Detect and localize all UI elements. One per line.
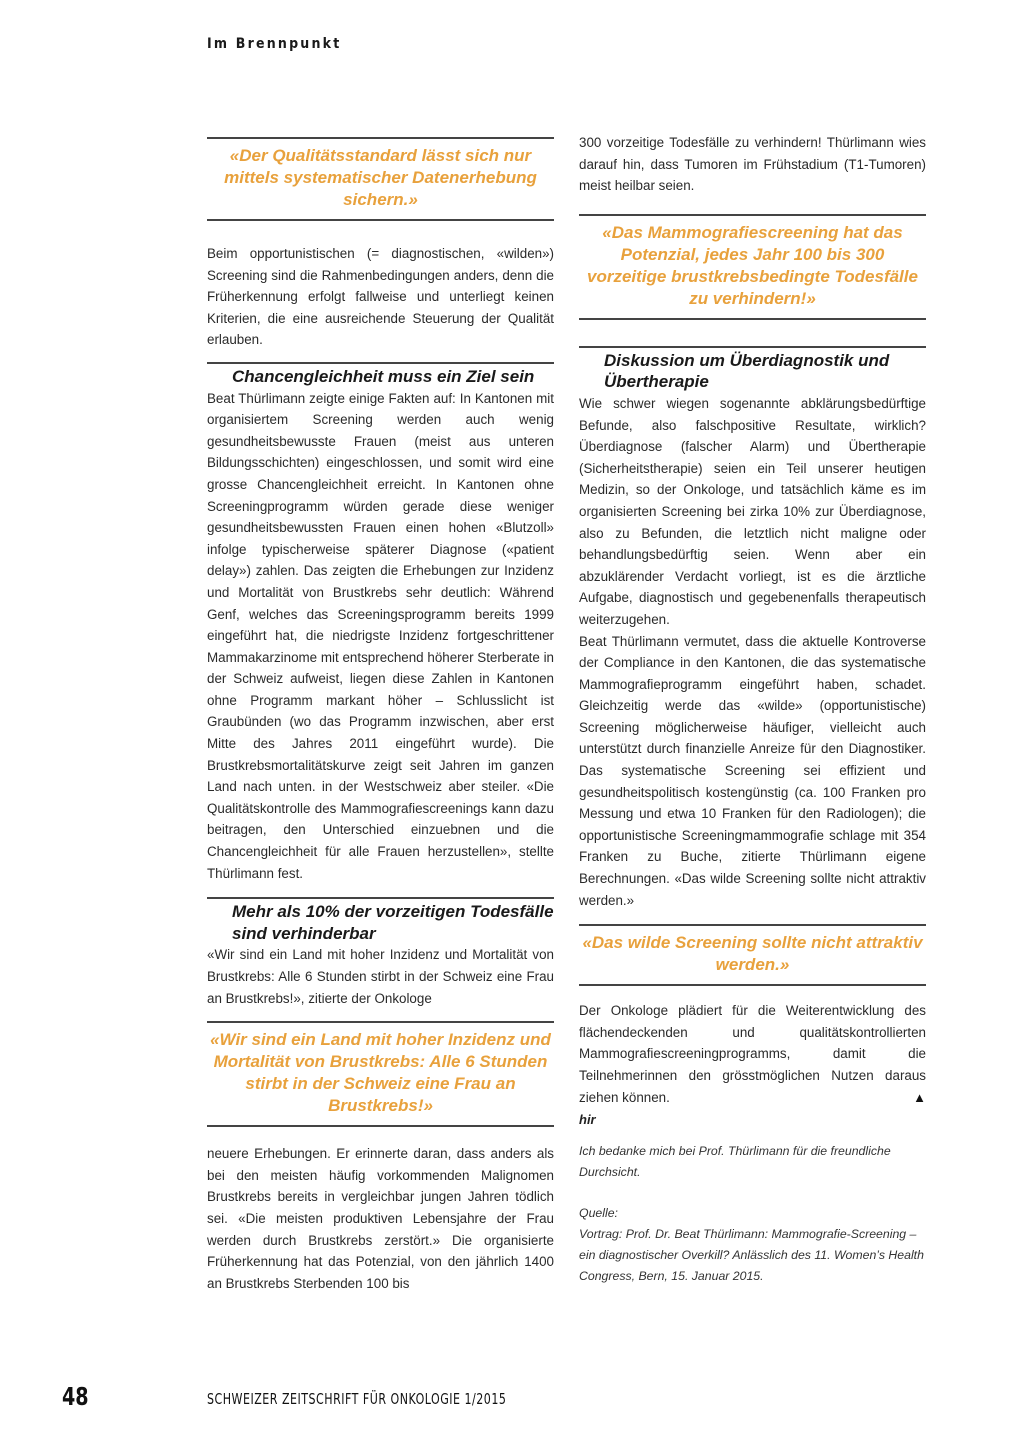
body-paragraph: Beim opportunistischen (= diagnostischen, «wilden») Screening sind die Rahmenbedingungen anders, denn die Früherkennung erfolgt fallweise und unterliegt keinen Kriterien, die eine ausreichende Steuerung der Qualität erlauben. xyxy=(207,246,554,348)
page-number: 48 xyxy=(62,1382,89,1411)
source-text: Vortrag: Prof. Dr. Beat Thürlimann: Mammografie-Screening – ein diagnostischer Overkill? Anlässlich des 11. Women’s Health Congress, Bern, 15. Januar 2015. xyxy=(579,1227,924,1284)
body-paragraph: neuere Erhebungen. Er erinnerte daran, dass anders als bei den meisten häufig vorkommenden Malignomen Brustkrebs bereits in vergleichbar jungen Jahren tödlich sei. «Die meisten produktiven Lebensjahre der Frau werden durch Brustkrebs zerstört.» Die organisierte Früherkennung hat das Potenzial, von den jährlich 1400 an Brustkrebs Sterbenden 100 bis xyxy=(207,1146,554,1291)
body-paragraph: «Wir sind ein Land mit hoher Inzidenz und Mortalität von Brustkrebs: Alle 6 Stunden stirbt in der Schweiz eine Frau an Brustkrebs!», zitierte der Onkologe xyxy=(207,947,554,1006)
source-label: Quelle: xyxy=(579,1206,618,1221)
page-footer xyxy=(62,1382,662,1412)
pull-quote: «Der Qualitätsstandard lässt sich nur mittels systematischer Datenerhebung sichern.» xyxy=(207,137,554,221)
section-header: Im Brennpunkt xyxy=(207,36,342,52)
section-heading: Mehr als 10% der vorzeitigen Todesfälle sind verhinderbar xyxy=(207,897,554,944)
body-paragraph: Beat Thürlimann vermutet, dass die aktuelle Kontroverse der Compliance in den Kantonen, die das systematische Mammografieprogramm eingeführt haben, schadet. Gleichzeitig werde das «wilde» (opportunistische) Screening möglicherweise häufiger, vielleicht auch unterstützt durch finanzielle Anreize für den Diagnostiker. Das systematische Screening sei effizient und gesundheitspolitisch kostengünstig (ca. 100 Franken pro Messung und etwa 10 Franken für den Radiologen); die opportunistische Screeningmammografie schlage mit 354 Franken zu Buche, zitierte Thürlimann eigene Berechnungen. «Das wilde Screening sollte nicht attraktiv werden.» xyxy=(579,633,926,908)
triangle-up-icon: ▲ xyxy=(913,1089,926,1105)
pull-quote: «Wir sind ein Land mit hoher Inzidenz und Mortalität von Brustkrebs: Alle 6 Stunden stirbt in der Schweiz eine Frau an Brustkrebs!» xyxy=(207,1021,554,1127)
right-column xyxy=(579,130,926,1287)
body-paragraph: 300 vorzeitige Todesfälle zu verhindern! Thürlimann wies darauf hin, dass Tumoren im Frühstadium (T1-Tumoren) meist heilbar seien. xyxy=(579,135,926,194)
acknowledgement: Ich bedanke mich bei Prof. Thürlimann für die freundliche Durchsicht. xyxy=(579,1144,891,1180)
section-heading: Diskussion um Überdiagnostik und Übertherapie xyxy=(579,346,926,393)
journal-title: SCHWEIZER ZEITSCHRIFT FÜR ONKOLOGIE 1/2015 xyxy=(207,1390,507,1408)
section-heading: Chancengleichheit muss ein Ziel sein xyxy=(207,362,554,388)
pull-quote: «Das wilde Screening sollte nicht attraktiv werden.» xyxy=(579,924,926,986)
closing-paragraph-text: Der Onkologe plädiert für die Weiterentwicklung des flächendeckenden und qualitätskontrollierten Mammografiescreeningprogramms, damit die Teilnehmerinnen den grösstmöglichen Nutzen daraus ziehen können. xyxy=(579,1003,926,1105)
pull-quote: «Das Mammografiescreening hat das Potenzial, jedes Jahr 100 bis 300 vorzeitige brustkrebsbedingte Todesfälle zu verhindern!» xyxy=(579,214,926,320)
left-column xyxy=(207,130,554,1294)
body-paragraph: Beat Thürlimann zeigte einige Fakten auf: In Kantonen mit organisiertem Screening werden auch wenig gesundheitsbewusste Frauen (meist aus unteren Bildungsschichten) eingeschlossen, und somit wird eine grosse Chancengleichheit erreicht. In Kantonen ohne Screeningprogramm würden gerade diese weniger gesundheitsbewussten Frauen einen hohen «Blutzoll» infolge typischerweise späterer Diagnose («patient delay») zahlen. Das zeigten die Erhebungen zur Inzidenz und Mortalität von Brustkrebs sehr deutlich: Während Genf, welches das Screeningsprogramm bereits 1999 eingeführt hat, die niedrigste Inzidenz fortgeschrittener Mammakarzinome mit entsprechend höherer Sterberate in der Schweiz aufweist, liegen diese Zahlen in Kantonen ohne Programm markant höher – Schlusslicht ist Graubünden (wo das Programm inzwischen, aber erst Mitte des Jahres 2011 eingeführt wurde). Die Brustkrebsmortalitätskurve zeigt seit Jahren im ganzen Land nach unten. in der Westschweiz aber steiler. «Die Qualitätskontrolle des Mammografiescreenings kann dazu beitragen, den Unterschied einzuebnen und die Chancengleichheit für alle Frauen herzustellen», stellte Thürlimann fest. xyxy=(207,390,554,881)
body-paragraph: Wie schwer wiegen sogenannte abklärungsbedürftige Befunde, also falschpositive Resultate, wirklich? Überdiagnose (falscher Alarm) und Übertherapie (Sicherheitstherapie) seien ein Teil unserer heutigen Medizin, so der Onkologe, und tatsächlich käme es im organisierten Screening bei zirka 10% zur Überdiagnose, also zu Befunden, die letztlich nicht maligne oder behandlungsbedürftig seien. Wenn aber ein abzuklärender Verdacht vorliegt, ist es die ärztliche Aufgabe, diagnostisch und gegebenenfalls therapeutisch weiterzugehen. xyxy=(579,395,926,627)
body-paragraph xyxy=(579,1000,926,1108)
author-signature: hir xyxy=(579,1112,596,1128)
